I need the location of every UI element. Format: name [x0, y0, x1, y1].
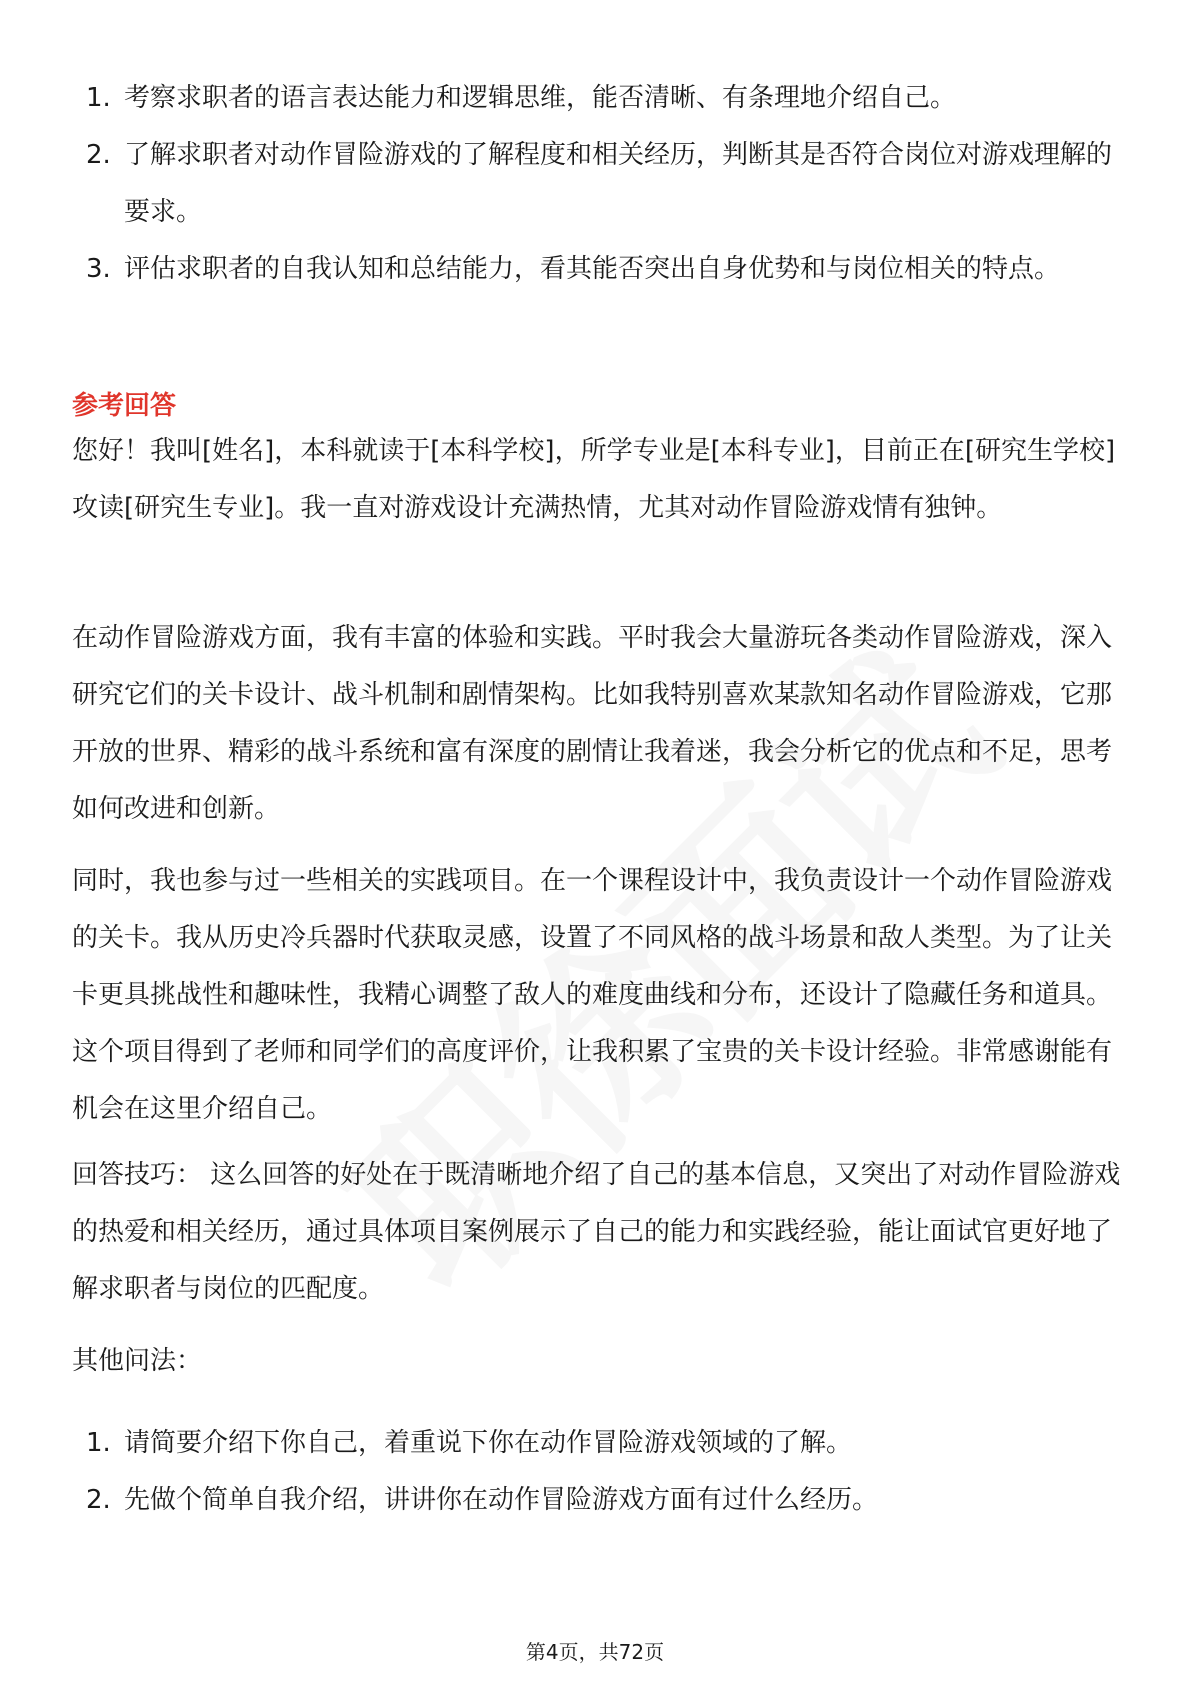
- purpose-list: [72, 70, 1122, 298]
- list-item-text: 先做个简单自我介绍，讲讲你在动作冒险游戏方面有过什么经历。: [124, 1485, 879, 1515]
- other-questions-heading: 其他问法：: [72, 1346, 203, 1376]
- list-item: 1. 考察求职者的语言表达能力和逻辑思维，能否清晰、有条理地介绍自己。: [86, 83, 957, 113]
- list-item-text: 请简要介绍下你自己，着重说下你在动作冒险游戏领域的了解。: [124, 1428, 853, 1458]
- reference-answer-heading: 参考回答: [72, 391, 177, 421]
- answer-paragraph-1: 您好！我叫[姓名]，本科就读于[本科学校]，所学专业是[本科专业]，目前正在[研究生学校]攻读[研究生专业]。我一直对游戏设计充满热情，尤其对动作冒险游戏情有独钟。: [72, 436, 1116, 523]
- page-number: 第4页，共72页: [525, 1640, 665, 1664]
- list-item: 2. 先做个简单自我介绍，讲讲你在动作冒险游戏方面有过什么经历。: [86, 1485, 879, 1515]
- answer-tips: 回答技巧： 这么回答的好处在于既清晰地介绍了自己的基本信息，又突出了对动作冒险游戏的热爱和相关经历，通过具体项目案例展示了自己的能力和实践经验，能让面试官更好地了解求职者与岗位的匹配度。: [72, 1160, 1121, 1304]
- list-item: 3. 评估求职者的自我认知和总结能力，看其能否突出自身优势和与岗位相关的特点。: [86, 254, 1061, 284]
- answer-paragraph-3: 同时，我也参与过一些相关的实践项目。在一个课程设计中，我负责设计一个动作冒险游戏的关卡。我从历史冷兵器时代获取灵感，设置了不同风格的战斗场景和敌人类型。为了让关卡更具挑战性和趣味性，我精心调整了敌人的难度曲线和分布，还设计了隐藏任务和道具。这个项目得到了老师和同学们的高度评价，让我积累了宝贵的关卡设计经验。非常感谢能有机会在这里介绍自己。: [72, 866, 1113, 1124]
- list-item-text: 评估求职者的自我认知和总结能力，看其能否突出自身优势和与岗位相关的特点。: [124, 254, 1061, 284]
- list-item: 2. 了解求职者对动作冒险游戏的了解程度和相关经历，判断其是否符合岗位对游戏理解的要求。: [86, 140, 1113, 227]
- list-item: 1. 请简要介绍下你自己，着重说下你在动作冒险游戏领域的了解。: [86, 1428, 853, 1458]
- answer-paragraph-2: 在动作冒险游戏方面，我有丰富的体验和实践。平时我会大量游玩各类动作冒险游戏，深入研究它们的关卡设计、战斗机制和剧情架构。比如我特别喜欢某款知名动作冒险游戏，它那开放的世界、精彩的战斗系统和富有深度的剧情让我着迷，我会分析它的优点和不足，思考如何改进和创新。: [72, 623, 1113, 824]
- list-item-text: 考察求职者的语言表达能力和逻辑思维，能否清晰、有条理地介绍自己。: [124, 83, 957, 113]
- other-questions-list: [72, 1415, 1122, 1529]
- list-item-text: 了解求职者对动作冒险游戏的了解程度和相关经历，判断其是否符合岗位对游戏理解的要求。: [124, 140, 1113, 227]
